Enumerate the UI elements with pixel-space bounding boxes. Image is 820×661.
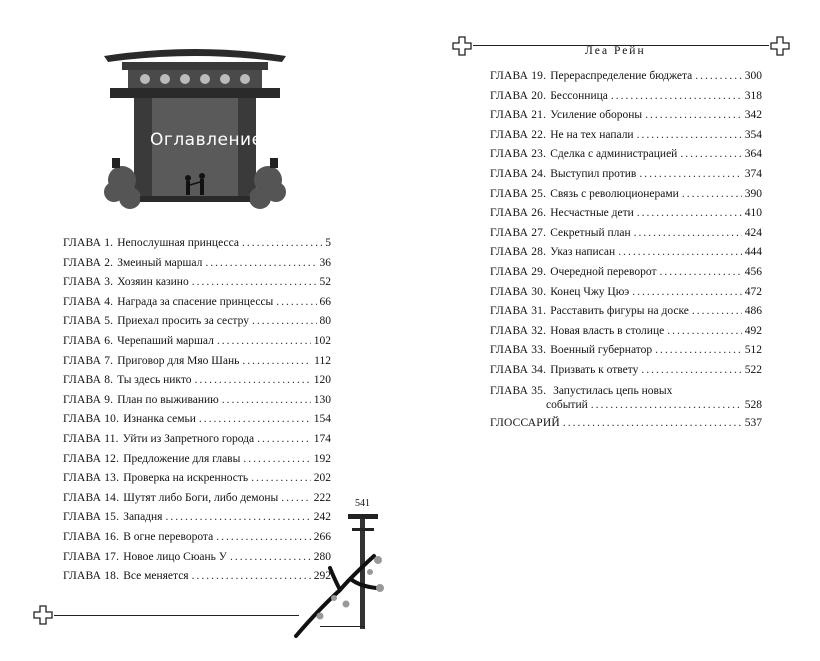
toc-chapter-title: Предложение для главы: [123, 452, 241, 465]
toc-leader-dots: [199, 410, 311, 430]
toc-page-number: 354: [744, 128, 762, 141]
toc-leader-dots: [637, 126, 742, 146]
toc-chapter-number: ГЛАВА 27.: [490, 226, 547, 239]
toc-page-number: 292: [313, 570, 331, 583]
toc-entry: [63, 273, 331, 293]
toc-glossary-entry: [490, 414, 762, 434]
toc-page-number: 424: [744, 226, 762, 239]
toc-page-number: 130: [313, 393, 331, 406]
toc-chapter-title: Призвать к ответу: [550, 363, 639, 376]
toc-chapter-title: Западня: [123, 511, 163, 524]
toc-leader-dots: [591, 398, 742, 412]
toc-entry: [490, 165, 762, 185]
toc-chapter-number: ГЛАВА 23.: [490, 148, 547, 161]
toc-leader-dots: [634, 224, 742, 244]
illustration-title: Оглавление: [150, 130, 263, 150]
toc-leader-dots: [618, 243, 742, 263]
toc-entry: [63, 430, 331, 450]
toc-chapter-number: ГЛАВА 8.: [63, 374, 114, 387]
toc-page-number: 390: [744, 187, 762, 200]
cherry-blossom-pillar-ornament: [290, 508, 400, 638]
page-number: 541: [355, 498, 370, 509]
toc-page-number: 364: [744, 148, 762, 161]
toc-chapter-title: Перераспределение бюджета: [550, 70, 693, 82]
toc-page-number: 222: [313, 491, 331, 504]
toc-chapter-number: ГЛАВА 5.: [63, 315, 114, 328]
frame-line-bottom-right: [320, 626, 365, 627]
toc-entry: [63, 312, 331, 332]
toc-entry: [63, 371, 331, 391]
toc-entry: [63, 469, 331, 489]
toc-entry: [490, 185, 762, 205]
toc-chapter-title: Змеиный маршал: [117, 256, 203, 269]
toc-leader-dots: [257, 430, 311, 450]
toc-chapter-title: Изнанка семьи: [123, 413, 196, 426]
toc-chapter-title: Проверка на искренность: [123, 472, 249, 485]
toc-chapter-title: Выступил против: [550, 167, 637, 180]
toc-chapter-number: ГЛАВА 22.: [490, 128, 547, 141]
toc-chapter-title: Конец Чжу Цюэ: [550, 285, 630, 298]
toc-leader-dots: [194, 371, 310, 391]
toc-chapter-title: Ты здесь никто: [117, 374, 192, 387]
toc-leader-dots: [632, 283, 742, 303]
toc-entry: [63, 391, 331, 411]
toc-chapter-title: Шутят либо Боги, либо демоны: [123, 491, 279, 504]
toc-chapter-number: ГЛАВА 21.: [490, 109, 547, 122]
toc-entry-line1: [490, 384, 762, 398]
toc-page-number: 522: [744, 363, 762, 376]
toc-chapter-title: Запустилась цепь новых: [553, 384, 673, 397]
toc-entry-line2: [490, 398, 762, 412]
toc-page-number: 280: [313, 550, 331, 563]
corner-ornament-top-left: [451, 35, 473, 57]
toc-chapter-number: ГЛАВА 6.: [63, 334, 114, 347]
toc-page-number: 266: [313, 530, 331, 543]
toc-page-number: 242: [313, 511, 331, 524]
toc-leader-dots: [222, 391, 311, 411]
toc-chapter-title: Расставить фигуры на доске: [550, 305, 689, 318]
toc-chapter-number: ГЛАВА 28.: [490, 246, 547, 259]
toc-entry: [490, 361, 762, 381]
toc-entry: [490, 126, 762, 146]
toc-chapter-number: ГЛАВА 33.: [490, 344, 547, 357]
toc-chapter-number: ГЛАВА 34.: [490, 363, 547, 376]
toc-entry: [63, 410, 331, 430]
toc-leader-dots: [682, 185, 742, 205]
toc-chapter-number: ГЛАВА 9.: [63, 393, 114, 406]
toc-chapter-number: ГЛАВА 26.: [490, 207, 547, 220]
toc-page-number: 318: [744, 89, 762, 102]
toc-entry: [490, 145, 762, 165]
toc-page-number: 52: [319, 276, 331, 289]
toc-chapter-number: ГЛАВА 35.: [490, 384, 547, 397]
toc-chapter-number: ГЛАВА 19.: [490, 70, 547, 82]
toc-chapter-title: Хозяин казино: [117, 276, 189, 289]
toc-entry: [63, 254, 331, 274]
toc-chapter-title: Новое лицо Сюань У: [123, 550, 227, 563]
toc-chapter-title: Связь с революционерами: [550, 187, 679, 200]
toc-chapter-number: ГЛАВА 20.: [490, 89, 547, 102]
toc-leader-dots: [251, 469, 311, 489]
toc-entry: [490, 263, 762, 283]
toc-entry: [490, 106, 762, 126]
toc-leader-dots: [611, 87, 742, 107]
toc-entry: [490, 204, 762, 224]
toc-chapter-number: ГЛАВА 10.: [63, 413, 120, 426]
toc-chapter-number: ГЛАВА 16.: [63, 530, 120, 543]
toc-page-number: 537: [744, 416, 762, 429]
toc-entry: [490, 67, 762, 87]
toc-chapter-title: Все меняется: [123, 570, 189, 583]
toc-list-right: [490, 67, 762, 433]
toc-leader-dots: [637, 204, 742, 224]
toc-entry: [490, 87, 762, 107]
toc-leader-dots: [695, 67, 742, 87]
toc-leader-dots: [217, 332, 311, 352]
toc-leader-dots: [645, 106, 742, 126]
toc-leader-dots: [680, 145, 741, 165]
toc-chapter-number: ГЛАВА 29.: [490, 265, 547, 278]
toc-entry: [490, 341, 762, 361]
toc-chapter-title: Военный губернатор: [550, 344, 653, 357]
toc-leader-dots: [165, 508, 310, 528]
toc-page-number: 342: [744, 109, 762, 122]
toc-chapter-title: План по выживанию: [117, 393, 219, 406]
toc-chapter-number: ГЛАВА 18.: [63, 570, 120, 583]
toc-chapter-title: Приехал просить за сестру: [117, 315, 249, 328]
toc-chapter-number: ГЛАВА 25.: [490, 187, 547, 200]
toc-chapter-title: Очередной переворот: [550, 265, 657, 278]
toc-chapter-number: ГЛАВА 30.: [490, 285, 547, 298]
toc-page-number: 456: [744, 265, 762, 278]
toc-leader-dots: [276, 293, 316, 313]
toc-chapter-number: ГЛАВА 11.: [63, 432, 119, 445]
toc-entry: [490, 224, 762, 244]
toc-chapter-number: ГЛАВА 32.: [490, 324, 547, 337]
toc-page-number: 112: [314, 354, 331, 367]
toc-page-number: 512: [744, 344, 762, 357]
toc-leader-dots: [242, 352, 311, 372]
toc-entry: [63, 450, 331, 470]
toc-chapter-number: ГЛАВА 31.: [490, 305, 547, 318]
toc-leader-dots: [242, 234, 322, 254]
toc-page-number: 192: [313, 452, 331, 465]
toc-page-number: 300: [744, 70, 762, 82]
toc-leader-dots: [659, 263, 741, 283]
toc-leader-dots: [192, 273, 317, 293]
toc-page-number: 528: [744, 398, 762, 411]
toc-leader-dots: [667, 322, 742, 342]
toc-leader-dots: [281, 489, 311, 509]
toc-chapter-number: ГЛАВА 17.: [63, 550, 120, 563]
toc-page-number: 374: [744, 167, 762, 180]
toc-chapter-title: Черепаший маршал: [117, 334, 214, 347]
toc-entry: [490, 283, 762, 303]
toc-entry: [63, 352, 331, 372]
toc-chapter-title: Непослушная принцесса: [117, 237, 239, 249]
toc-chapter-number: ГЛАВА 15.: [63, 511, 120, 524]
toc-page-number: 66: [319, 295, 331, 308]
toc-entry: [63, 332, 331, 352]
toc-chapter-title: Награда за спасение принцессы: [117, 295, 274, 308]
toc-page-number: 472: [744, 285, 762, 298]
toc-page-number: 5: [325, 237, 331, 249]
toc-leader-dots: [641, 361, 741, 381]
corner-ornament-bottom-left: [32, 604, 54, 626]
toc-page-number: 102: [313, 334, 331, 347]
right-page: [410, 0, 820, 661]
toc-page-number: 410: [744, 207, 762, 220]
toc-leader-dots: [243, 450, 310, 470]
toc-chapter-number: ГЛАВА 3.: [63, 276, 114, 289]
toc-leader-dots: [563, 414, 742, 434]
toc-chapter-title: Секретный план: [550, 226, 631, 239]
toc-leader-dots: [205, 254, 316, 274]
toc-page-number: 202: [313, 472, 331, 485]
toc-page-number: 80: [319, 315, 331, 328]
toc-chapter-number: ГЛАВА 7.: [63, 354, 114, 367]
toc-chapter-title: Усиление обороны: [550, 109, 643, 122]
frame-line-bottom: [54, 615, 299, 616]
toc-chapter-title: Приговор для Мяо Шань: [117, 354, 240, 367]
toc-chapter-title: В огне переворота: [123, 530, 214, 543]
toc-entry: [63, 234, 331, 254]
toc-chapter-title: Не на тех напали: [550, 128, 634, 141]
toc-chapter-number: ГЛАВА 4.: [63, 295, 114, 308]
toc-entry: [490, 322, 762, 342]
toc-chapter-title-cont: событий: [546, 398, 588, 411]
toc-chapter-title: Уйти из Запретного города: [122, 432, 255, 445]
toc-chapter-number: ГЛАВА 24.: [490, 167, 547, 180]
toc-chapter-number: ГЛАВА 1.: [63, 237, 114, 249]
toc-entry: [63, 293, 331, 313]
toc-entry: [490, 302, 762, 322]
toc-page-number: 444: [744, 246, 762, 259]
toc-page-number: 154: [313, 413, 331, 426]
toc-chapter-title: Указ написан: [550, 246, 616, 259]
toc-page-number: 492: [744, 324, 762, 337]
toc-leader-dots: [639, 165, 741, 185]
toc-page-number: 486: [744, 305, 762, 318]
toc-page-number: 120: [313, 374, 331, 387]
toc-page-number: 36: [319, 256, 331, 269]
toc-leader-dots: [692, 302, 742, 322]
toc-leader-dots: [655, 341, 742, 361]
corner-ornament-top-right: [769, 35, 791, 57]
toc-entry: [490, 243, 762, 263]
toc-chapter-number: ГЛАВА 12.: [63, 452, 120, 465]
toc-entry: [63, 489, 331, 509]
toc-chapter-number: ГЛАВА 14.: [63, 491, 120, 504]
toc-chapter-title: Сделка с администрацией: [550, 148, 678, 161]
toc-chapter-title: Несчастные дети: [550, 207, 634, 220]
toc-glossary-label: ГЛОССАРИЙ: [490, 416, 560, 429]
header-author: Леа Рейн: [585, 45, 646, 57]
toc-page-number: 174: [313, 432, 331, 445]
toc-entry: [490, 384, 762, 412]
toc-chapter-title: Новая власть в столице: [550, 324, 665, 337]
toc-chapter-title: Бессонница: [550, 89, 608, 102]
toc-chapter-number: ГЛАВА 2.: [63, 256, 114, 269]
toc-chapter-number: ГЛАВА 13.: [63, 472, 120, 485]
toc-leader-dots: [252, 312, 317, 332]
